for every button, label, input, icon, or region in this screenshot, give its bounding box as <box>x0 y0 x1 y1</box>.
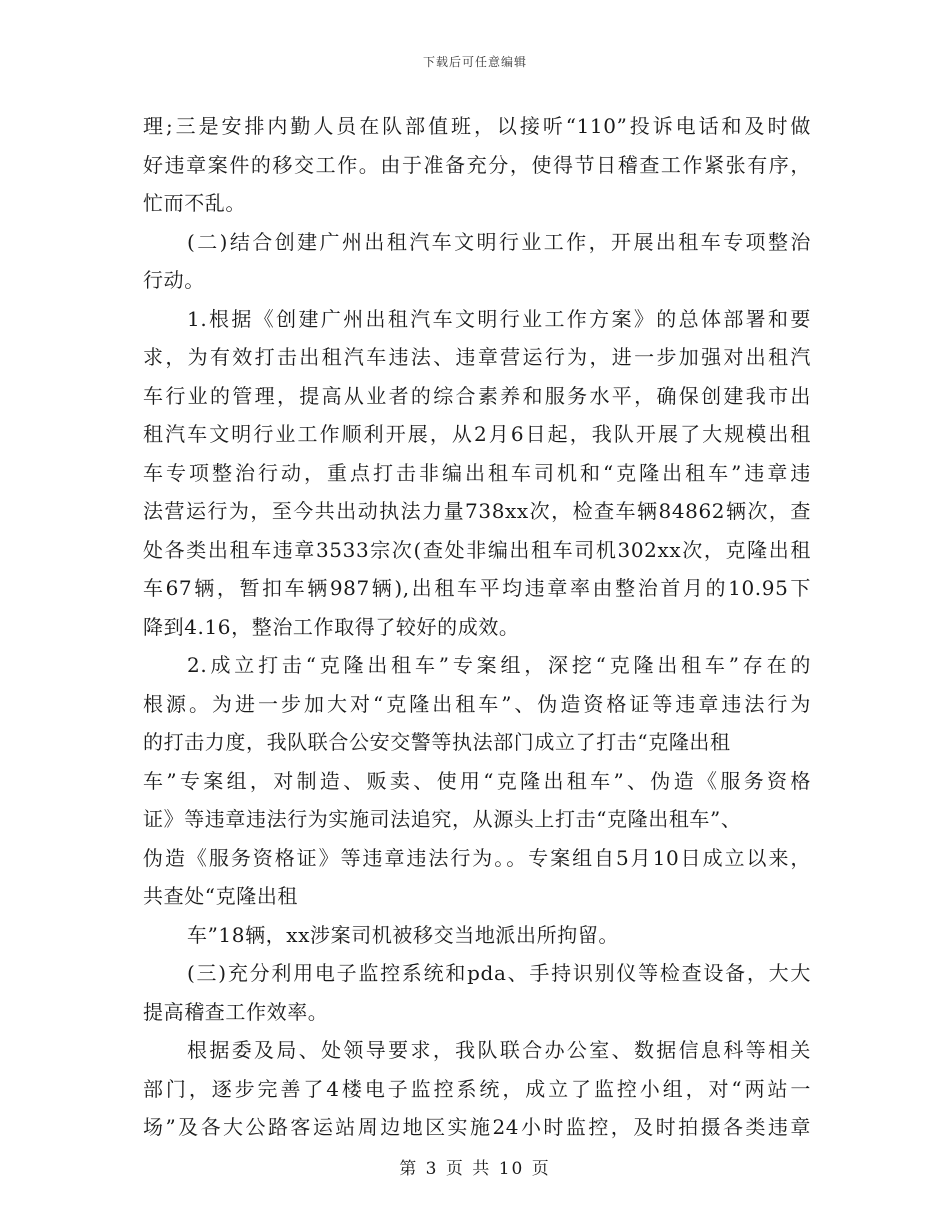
text-line: 场”及各大公路客运站周边地区实施24小时监控，及时拍摄各类违章 <box>143 1115 811 1139</box>
text-line: 的打击力度，我队联合公安交警等执法部门成立了打击“克隆出租 <box>143 730 731 754</box>
text-line: 车行业的管理，提高从业者的综合素养和服务水平，确保创建我市出 <box>143 383 811 408</box>
paragraph-first-line: 车”18辆，xx涉案司机被移交当地派出所拘留。 <box>187 922 620 947</box>
document-body <box>143 107 811 1147</box>
text-line: 降到4.16，整治工作取得了较好的成效。 <box>143 614 520 639</box>
text-line: 求，为有效打击出租汽车违法、违章营运行为，进一步加强对出租汽 <box>143 345 811 369</box>
paragraph-first-line: 2.成立打击“克隆出租车”专案组，深挖“克隆出租车”存在的 <box>187 653 811 677</box>
page-number: 第 3 页 共 10 页 <box>399 1159 551 1179</box>
text-line: 租汽车文明行业工作顺利开展，从2月6日起，我队开展了大规模出租 <box>143 422 811 446</box>
text-line: 理;三是安排内勤人员在队部值班，以接听“110”投诉电话和及时做 <box>143 114 811 138</box>
text-line: 证》等违章违法行为实施司法追究，从源头上打击“克隆出租车”、 <box>143 807 742 831</box>
text-line: 行动。 <box>143 268 205 292</box>
text-line: 法营运行为，至今共出动执法力量738xx次，检查车辆84862辆次，查 <box>143 499 811 523</box>
text-line: 部门，逐步完善了4楼电子监控系统，成立了监控小组，对“两站一 <box>143 1076 811 1101</box>
text-line: 伪造《服务资格证》等违章违法行为。。专案组自5月10日成立以来， <box>143 845 811 870</box>
text-line: 提高稽查工作效率。 <box>143 999 329 1024</box>
text-line: 忙而不乱。 <box>143 191 246 215</box>
text-line: 车67辆，暂扣车辆987辆),出租车平均违章率由整治首月的10.95下 <box>143 576 811 600</box>
text-line: 共查处“克隆出租 <box>143 884 299 908</box>
text-line: 处各类出租车违章3533宗次(查处非编出租车司机302xx次，克隆出租 <box>143 537 811 562</box>
paragraph-first-line: (三)充分利用电子监控系统和pda、手持识别仪等检查设备，大大 <box>187 961 811 985</box>
page-header: 下载后可任意编辑 <box>422 55 527 69</box>
text-line: 根源。为进一步加大对“克隆出租车”、伪造资格证等违章违法行为 <box>143 691 811 716</box>
paragraph-first-line: 根据委及局、处领导要求，我队联合办公室、数据信息科等相关 <box>187 1038 811 1062</box>
paragraph-first-line: 1.根据《创建广州出租汽车文明行业工作方案》的总体部署和要 <box>187 306 811 331</box>
text-line: 好违章案件的移交工作。由于准备充分，使得节日稽查工作紧张有序， <box>143 152 811 177</box>
paragraph-first-line: (二)结合创建广州出租汽车文明行业工作，开展出租车专项整治 <box>187 229 811 254</box>
text-line: 车”专案组，对制造、贩卖、使用“克隆出租车”、伪造《服务资格 <box>143 768 811 793</box>
text-line: 车专项整治行动，重点打击非编出租车司机和“克隆出租车”违章违 <box>143 460 811 485</box>
